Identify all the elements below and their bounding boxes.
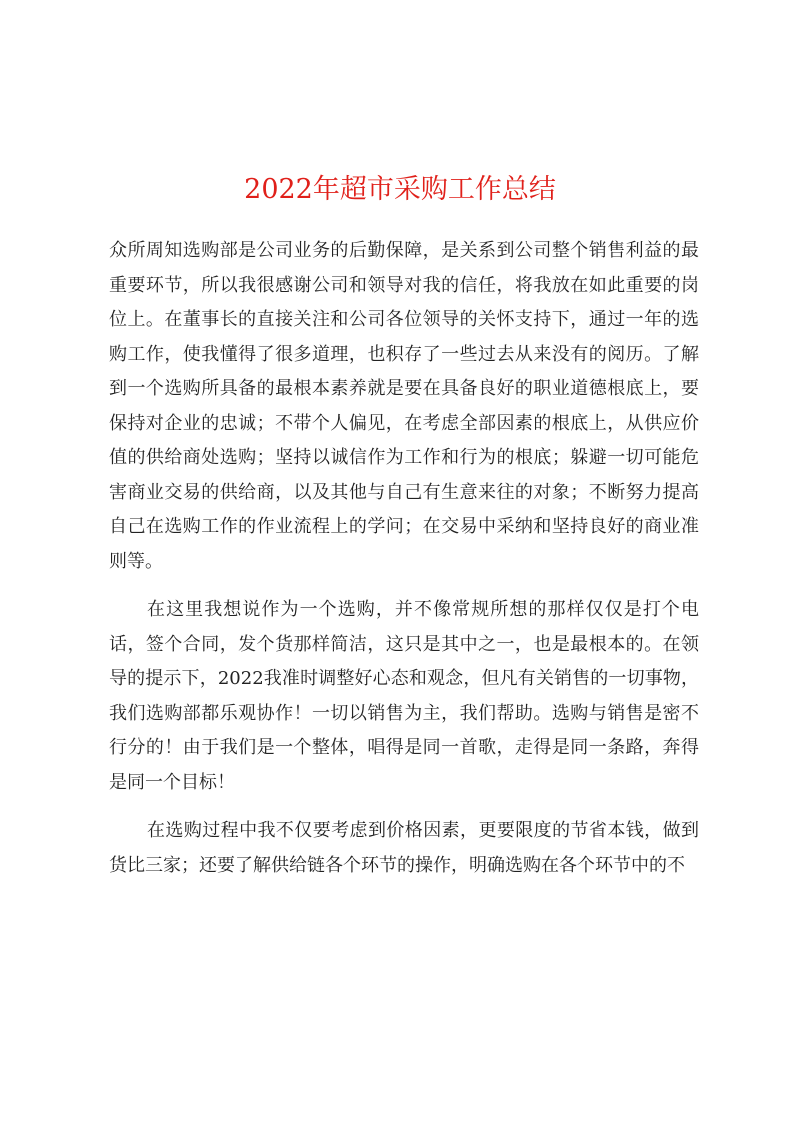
paragraph-2: 在这里我想说作为一个选购，并不像常规所想的那样仅仅是打个电话，签个合同，发个货那样简洁，这只是其中之一，也是最根本的。在领导的提示下，2022我准时调整好心态和观念，但凡有关销售的一切事物，我们选购部都乐观协作！一切以销售为主，我们帮助。选购与销售是密不行分的！由于我们是一个整体，唱得是同一首歌，走得是同一条路，奔得是同一个目标！ (109, 599, 699, 793)
paragraph-1: 众所周知选购部是公司业务的后勤保障，是关系到公司整个销售利益的最重要环节，所以我很感谢公司和领导对我的信任，将我放在如此重要的岗位上。在董事长的直接关注和公司各位领导的关怀支持下，通过一年的选购工作，使我懂得了很多道理，也积存了一些过去从来没有的阅历。了解到一个选购所具备的最根本素养就是要在具备良好的职业道德根底上，要保持对企业的忠诚；不带个人偏见，在考虑全部因素的根底上，从供应价值的供给商处选购；坚持以诚信作为工作和行为的根底；躲避一切可能危害商业交易的供给商，以及其他与自己有生意来往的对象；不断努力提高自己在选购工作的作业流程上的学问；在交易中采纳和坚持良好的商业准则等。 (109, 240, 699, 572)
paragraph-3: 在选购过程中我不仅要考虑到价格因素，更要限度的节省本钱，做到货比三家；还要了解供给链各个环节的操作，明确选购在各个环节中的不 (109, 820, 699, 876)
document-title: 2022年超市采购工作总结 (244, 174, 556, 205)
document-body (109, 234, 699, 883)
